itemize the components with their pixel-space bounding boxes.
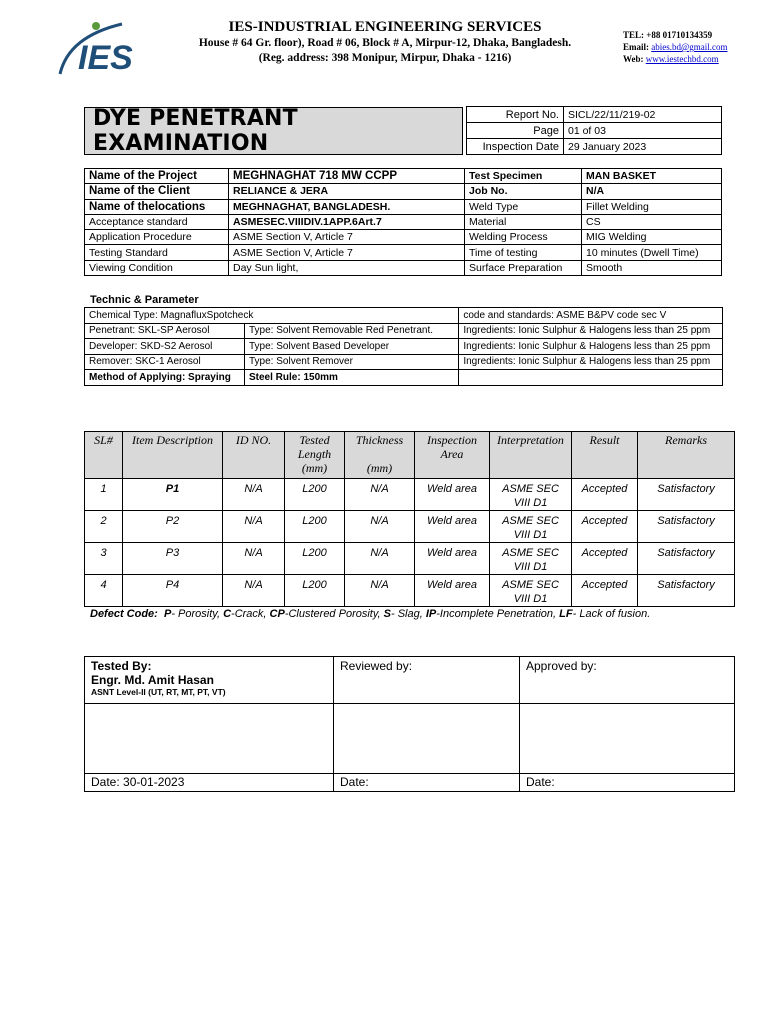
col-id: ID NO.: [223, 432, 285, 479]
col-result: Result: [572, 432, 638, 479]
developer: Developer: SKD-S2 Aerosol: [85, 339, 245, 355]
tester-name: Engr. Md. Amit Hasan: [91, 673, 214, 687]
cell-result: Accepted: [572, 511, 638, 543]
acceptance-label: Acceptance standard: [85, 214, 229, 229]
material-value: CS: [582, 214, 722, 229]
cell-sl: 1: [85, 479, 123, 511]
web-label: Web:: [623, 54, 646, 64]
report-no-label: Report No.: [467, 107, 564, 123]
technic-table: [84, 307, 723, 386]
cell-length: L200: [285, 511, 345, 543]
table-row: [85, 543, 735, 575]
process-value: MIG Welding: [582, 230, 722, 245]
cell-result: Accepted: [572, 575, 638, 607]
col-remarks: Remarks: [638, 432, 735, 479]
col-inspection-area: Inspection Area: [415, 432, 490, 479]
cell-result: Accepted: [572, 543, 638, 575]
cell-area: Weld area: [415, 511, 490, 543]
company-address: House # 64 Gr. floor), Road # 06, Block # A, Mirpur-12, Dhaka, Bangladesh.: [198, 37, 572, 49]
approver-signature-area: [520, 704, 735, 774]
developer-type: Type: Solvent Based Developer: [245, 339, 459, 355]
results-table: [84, 431, 735, 607]
report-no-value: SICL/22/11/219-02: [564, 107, 722, 123]
cell-sl: 2: [85, 511, 123, 543]
project-info-table: [84, 168, 722, 276]
contact-block: [623, 29, 728, 65]
surface-value: Smooth: [582, 260, 722, 275]
tested-date: Date: 30-01-2023: [85, 774, 334, 792]
cell-area: Weld area: [415, 479, 490, 511]
method-applying: Method of Applying: Spraying: [85, 370, 245, 386]
reviewed-date: Date:: [334, 774, 520, 792]
code-standards: code and standards: ASME B&PV code sec V: [459, 308, 723, 324]
reviewer-signature-area: [334, 704, 520, 774]
locations-label: Name of thelocations: [85, 199, 229, 214]
testing-std-label: Testing Standard: [85, 245, 229, 260]
chemical-type: Chemical Type: MagnafluxSpotcheck: [85, 308, 459, 324]
cell-sl: 3: [85, 543, 123, 575]
cell-remarks: Satisfactory: [638, 575, 735, 607]
col-sl: SL#: [85, 432, 123, 479]
time-label: Time of testing: [465, 245, 582, 260]
cell-item: P4: [123, 575, 223, 607]
cell-length: L200: [285, 543, 345, 575]
tester-cert: ASNT Level-II (UT, RT, MT, PT, VT): [91, 687, 226, 697]
cell-area: Weld area: [415, 575, 490, 607]
cell-item: P3: [123, 543, 223, 575]
steel-rule: Steel Rule: 150mm: [245, 370, 459, 386]
report-title-box: [84, 107, 463, 155]
remover-type: Type: Solvent Remover: [245, 354, 459, 370]
tested-by-label: Tested By:: [91, 659, 152, 673]
defect-code-legend: Defect Code: P- Porosity, C-Crack, CP-Clustered Porosity, S- Slag, IP-Incomplete Penetration, LF- Lack of fusion.: [90, 608, 651, 620]
web-link[interactable]: www.iestechbd.com: [645, 54, 719, 64]
cell-item: P1: [123, 479, 223, 511]
table-row: [85, 479, 735, 511]
viewing-label: Viewing Condition: [85, 260, 229, 275]
company-logo: [56, 16, 138, 80]
col-interpretation: Interpretation: [490, 432, 572, 479]
company-name: IES-INDUSTRIAL ENGINEERING SERVICES: [228, 19, 542, 35]
col-item: Item Description: [123, 432, 223, 479]
table-row: [85, 575, 735, 607]
application-value: ASME Section V, Article 7: [229, 230, 465, 245]
defect-code-label: Defect Code:: [90, 608, 158, 620]
technic-heading: Technic & Parameter: [90, 294, 199, 306]
reviewed-by-label: Reviewed by:: [334, 657, 520, 704]
testing-std-value: ASME Section V, Article 7: [229, 245, 465, 260]
remover-ingredients: Ingredients: Ionic Sulphur & Halogens less than 25 ppm: [459, 354, 723, 370]
results-header-row: [85, 432, 735, 479]
cell-length: L200: [285, 479, 345, 511]
developer-ingredients: Ingredients: Ionic Sulphur & Halogens less than 25 ppm: [459, 339, 723, 355]
cell-remarks: Satisfactory: [638, 479, 735, 511]
page-label: Page: [467, 123, 564, 139]
cell-thickness: N/A: [345, 543, 415, 575]
cell-length: L200: [285, 575, 345, 607]
tested-by-cell: [85, 657, 334, 704]
cell-interpretation: ASME SEC VIII D1: [490, 511, 572, 543]
company-reg-address: (Reg. address: 398 Monipur, Mirpur, Dhaka - 1216): [258, 52, 512, 64]
application-label: Application Procedure: [85, 230, 229, 245]
table-row: [85, 511, 735, 543]
col-thickness: Thickness (mm): [345, 432, 415, 479]
signoff-table: [84, 656, 735, 792]
time-value: 10 minutes (Dwell Time): [582, 245, 722, 260]
project-label: Name of the Project: [85, 169, 229, 184]
logo-text: IES: [78, 39, 133, 77]
cell-id: N/A: [223, 511, 285, 543]
penetrant: Penetrant: SKL-SP Aerosol: [85, 323, 245, 339]
client-value: RELIANCE & JERA: [229, 184, 465, 199]
client-label: Name of the Client: [85, 184, 229, 199]
acceptance-value: ASMESEC.VIIIDIV.1APP.6Art.7: [229, 214, 465, 229]
cell-area: Weld area: [415, 543, 490, 575]
penetrant-ingredients: Ingredients: Ionic Sulphur & Halogens less than 25 ppm: [459, 323, 723, 339]
tester-signature-area: [85, 704, 334, 774]
weld-type-value: Fillet Welding: [582, 199, 722, 214]
cell-id: N/A: [223, 479, 285, 511]
email-label: Email:: [623, 42, 652, 52]
surface-label: Surface Preparation: [465, 260, 582, 275]
email-link[interactable]: abies.bd@gmail.com: [651, 42, 728, 52]
locations-value: MEGHNAGHAT, BANGLADESH.: [229, 199, 465, 214]
cell-thickness: N/A: [345, 479, 415, 511]
specimen-value: MAN BASKET: [582, 169, 722, 184]
technic-empty-cell: [459, 370, 723, 386]
col-tested-length: Tested Length (mm): [285, 432, 345, 479]
cell-id: N/A: [223, 575, 285, 607]
approved-date: Date:: [520, 774, 735, 792]
approved-by-label: Approved by:: [520, 657, 735, 704]
inspection-date-label: Inspection Date: [467, 139, 564, 155]
cell-remarks: Satisfactory: [638, 543, 735, 575]
inspection-date-value: 29 January 2023: [564, 139, 722, 155]
job-value: N/A: [582, 184, 722, 199]
material-label: Material: [465, 214, 582, 229]
cell-id: N/A: [223, 543, 285, 575]
weld-type-label: Weld Type: [465, 199, 582, 214]
process-label: Welding Process: [465, 230, 582, 245]
project-value: MEGHNAGHAT 718 MW CCPP: [229, 169, 465, 184]
cell-interpretation: ASME SEC VIII D1: [490, 575, 572, 607]
report-title: DYE PENETRANT EXAMINATION: [93, 106, 298, 156]
cell-thickness: N/A: [345, 575, 415, 607]
cell-thickness: N/A: [345, 511, 415, 543]
report-meta-table: [466, 106, 722, 155]
cell-item: P2: [123, 511, 223, 543]
cell-sl: 4: [85, 575, 123, 607]
cell-result: Accepted: [572, 479, 638, 511]
viewing-value: Day Sun light,: [229, 260, 465, 275]
page-value: 01 of 03: [564, 123, 722, 139]
cell-remarks: Satisfactory: [638, 511, 735, 543]
cell-interpretation: ASME SEC VIII D1: [490, 543, 572, 575]
penetrant-type: Type: Solvent Removable Red Penetrant.: [245, 323, 459, 339]
cell-interpretation: ASME SEC VIII D1: [490, 479, 572, 511]
specimen-label: Test Specimen: [465, 169, 582, 184]
remover: Remover: SKC-1 Aerosol: [85, 354, 245, 370]
contact-tel: TEL: +88 01710134359: [623, 30, 713, 40]
company-header: [150, 18, 620, 66]
job-label: Job No.: [465, 184, 582, 199]
